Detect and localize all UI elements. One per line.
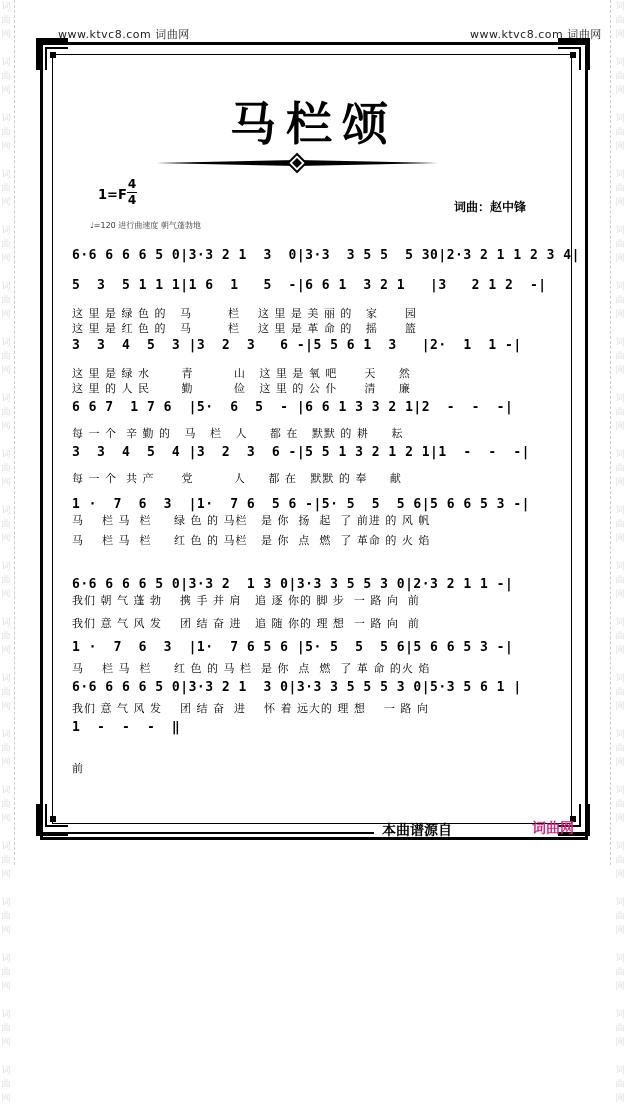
composer-credit: 词曲：赵中锋 bbox=[454, 200, 527, 214]
footer-brand: 词曲网 bbox=[532, 821, 574, 837]
side-watermark-text: 词 曲 网 bbox=[1, 954, 11, 992]
right-margin-line bbox=[610, 0, 611, 865]
lyric-line: 前 bbox=[72, 762, 84, 775]
side-watermark-text: 词 曲 网 bbox=[615, 954, 625, 992]
side-watermark-text: 词 曲 网 bbox=[1, 114, 11, 152]
side-watermark-text: 词 曲 网 bbox=[1, 1010, 11, 1048]
lyric-line: 这 里 是 绿 色 的 马 栏 这 里 是 美 丽 的 家 园 bbox=[72, 307, 417, 320]
side-watermark-text: 词 曲 网 bbox=[1, 2, 11, 40]
lyric-line: 每 一 个 共 产 党 人 都 在 默默 的 奉 献 bbox=[72, 472, 402, 485]
side-watermark-text: 词 曲 网 bbox=[615, 394, 625, 432]
lyric-line: 这 里 的 人 民 勤 俭 这 里 的 公 仆 清 廉 bbox=[72, 382, 411, 395]
side-watermark-text: 词 曲 网 bbox=[1, 674, 11, 712]
time-signature-bottom: 4 bbox=[127, 193, 137, 207]
side-watermark-text: 词 曲 网 bbox=[1, 58, 11, 96]
lyric-line: 马 栏 马 栏 绿 色 的 马栏 是 你 扬 起 了 前进 的 风 帆 bbox=[72, 514, 431, 527]
side-watermark-text: 词 曲 网 bbox=[1, 898, 11, 936]
side-watermark-text: 词 曲 网 bbox=[1, 1066, 11, 1104]
side-watermark-text: 词 曲 网 bbox=[615, 618, 625, 656]
notation-line: 6·6 6 6 6 5 0|3·3 2 1 3 0|3·3 3 5 5 3 0|2·3 2 1 1 -| bbox=[72, 577, 514, 592]
left-watermark-strip bbox=[0, 0, 12, 1104]
footer-rule bbox=[40, 832, 374, 834]
side-watermark-text: 词 曲 网 bbox=[615, 226, 625, 264]
left-margin-line bbox=[14, 0, 15, 865]
footer-source-text: 本曲谱源自 bbox=[382, 823, 452, 839]
notation-line: 3 3 4 5 4 |3 2 3 6 -|5 5 1 3 2 1 2 1|1 - - -| bbox=[72, 445, 530, 460]
lyric-line: 这 里 是 绿 水 青 山 这 里 是 氧 吧 天 然 bbox=[72, 367, 411, 380]
top-right-watermark: www.ktvc8.com 词曲网 bbox=[470, 28, 602, 41]
time-signature-top: 4 bbox=[127, 177, 137, 191]
side-watermark-text: 词 曲 网 bbox=[615, 2, 625, 40]
lyric-line: 我们 朝 气 蓬 勃 携 手 并 肩 追 逐 你的 脚 步 一 路 向 前 bbox=[72, 594, 420, 607]
notation-line: 3 3 4 5 3 |3 2 3 6 -|5 5 6 1 3 |2· 1 1 -| bbox=[72, 338, 522, 353]
notation-line: 1 - - - ‖ bbox=[72, 720, 181, 735]
notation-line: 6·6 6 6 6 5 0|3·3 2 1 3 0|3·3 3 5 5 5 3 0|5·3 5 6 1 | bbox=[72, 680, 522, 695]
side-watermark-text: 词 曲 网 bbox=[1, 450, 11, 488]
side-watermark-text: 词 曲 网 bbox=[615, 170, 625, 208]
notation-line: 5 3 5 1 1 1|1 6 1 5 -|6 6 1 3 2 1 |3 2 1 2 -| bbox=[72, 278, 547, 293]
lyric-line: 每 一 个 辛 勤 的 马 栏 人 都 在 默默 的 耕 耘 bbox=[72, 427, 404, 440]
lyric-line: 这 里 是 红 色 的 马 栏 这 里 是 革 命 的 摇 篮 bbox=[72, 322, 417, 335]
side-watermark-text: 词 曲 网 bbox=[1, 506, 11, 544]
side-watermark-text: 词 曲 网 bbox=[1, 170, 11, 208]
score-page bbox=[64, 60, 580, 820]
side-watermark-text: 词 曲 网 bbox=[615, 562, 625, 600]
title-ornament-icon bbox=[156, 152, 438, 174]
side-watermark-text: 词 曲 网 bbox=[615, 58, 625, 96]
side-watermark-text: 词 曲 网 bbox=[1, 282, 11, 320]
side-watermark-text: 词 曲 网 bbox=[615, 786, 625, 824]
key-signature: 1=F bbox=[98, 188, 127, 203]
side-watermark-text: 词 曲 网 bbox=[1, 226, 11, 264]
right-watermark-strip bbox=[614, 0, 626, 1104]
lyric-line: 我们 意 气 风 发 团 结 奋 进 追 随 你的 理 想 一 路 向 前 bbox=[72, 617, 420, 630]
side-watermark-text: 词 曲 网 bbox=[615, 842, 625, 880]
side-watermark-text: 词 曲 网 bbox=[615, 114, 625, 152]
side-watermark-text: 词 曲 网 bbox=[615, 282, 625, 320]
song-title: 马栏颂 bbox=[230, 97, 398, 151]
notation-line: 1 · 7 6 3 |1· 7 6 5 6 |5· 5 5 5 6|5 6 6 5 3 -| bbox=[72, 640, 514, 655]
time-signature bbox=[127, 178, 137, 207]
side-watermark-text: 词 曲 网 bbox=[615, 1066, 625, 1104]
top-left-watermark: www.ktvc8.com 词曲网 bbox=[58, 28, 190, 41]
side-watermark-text: 词 曲 网 bbox=[615, 898, 625, 936]
side-watermark-text: 词 曲 网 bbox=[1, 786, 11, 824]
side-watermark-text: 词 曲 网 bbox=[1, 562, 11, 600]
side-watermark-text: 词 曲 网 bbox=[1, 730, 11, 768]
side-watermark-text: 词 曲 网 bbox=[1, 338, 11, 376]
tempo-marking: ♩=120 进行曲速度 朝气蓬勃地 bbox=[90, 221, 201, 230]
notation-line: 6·6 6 6 6 5 0|3·3 2 1 3 0|3·3 3 5 5 5 30|2·3 2 1 1 2 3 4| bbox=[72, 248, 580, 263]
lyric-line: 我们 意 气 风 发 团 结 奋 进 怀 着 远大的 理 想 一 路 向 bbox=[72, 702, 429, 715]
side-watermark-text: 词 曲 网 bbox=[615, 1010, 625, 1048]
side-watermark-text: 词 曲 网 bbox=[1, 618, 11, 656]
side-watermark-text: 词 曲 网 bbox=[615, 730, 625, 768]
side-watermark-text: 词 曲 网 bbox=[615, 338, 625, 376]
lyric-line: 马 栏 马 栏 红 色 的 马栏 是 你 点 燃 了 革命 的 火 焰 bbox=[72, 534, 431, 547]
notation-line: 1 · 7 6 3 |1· 7 6 5 6 -|5· 5 5 5 6|5 6 6 5 3 -| bbox=[72, 497, 530, 512]
side-watermark-text: 词 曲 网 bbox=[1, 394, 11, 432]
side-watermark-text: 词 曲 网 bbox=[615, 450, 625, 488]
side-watermark-text: 词 曲 网 bbox=[615, 506, 625, 544]
lyric-line: 马 栏 马 栏 红 色 的 马 栏 是 你 点 燃 了 革 命 的火 焰 bbox=[72, 662, 431, 675]
side-watermark-text: 词 曲 网 bbox=[615, 674, 625, 712]
notation-line: 6 6 7 1 7 6 |5· 6 5 - |6 6 1 3 3 2 1|2 - - -| bbox=[72, 400, 514, 415]
side-watermark-text: 词 曲 网 bbox=[1, 842, 11, 880]
